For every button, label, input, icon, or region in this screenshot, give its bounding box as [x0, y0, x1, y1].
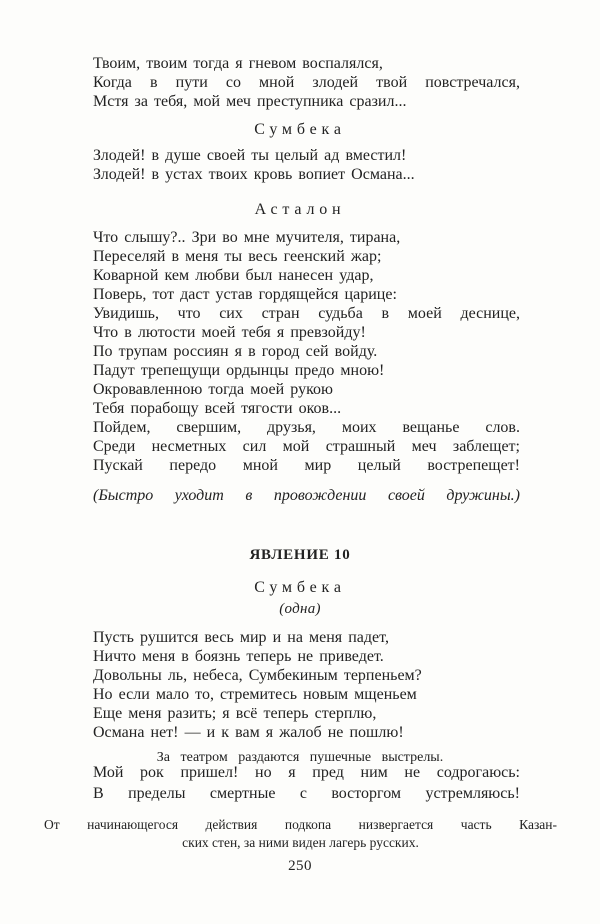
- footnote-line: ских стен, за ними виден лагерь русских.: [182, 835, 419, 850]
- verse-block-5: [93, 762, 520, 804]
- scene-heading: ЯВЛЕНИЕ 10: [249, 547, 351, 563]
- verse-line: Злодей! в устах твоих кровь вопиет Османа...: [93, 166, 415, 183]
- verse-line: Пойдем, свершим, друзья, моих вещанье слов.: [93, 419, 520, 436]
- verse-line: Что в лютости моей тебя я превзойду!: [93, 324, 366, 341]
- verse-line: Тебя порабощу всей тягости оков...: [93, 400, 342, 417]
- verse-line: Мстя за тебя, мой меч преступника сразил...: [93, 93, 407, 110]
- verse-line: Злодей! в душе своей ты целый ад вместил!: [93, 147, 407, 164]
- verse-line: В пределы смертные с восторгом устремляюсь!: [93, 785, 520, 802]
- verse-line: Еще меня разить; я всё теперь стерплю,: [93, 705, 377, 722]
- verse-line: По трупам россиян я в город сей войду.: [93, 343, 378, 360]
- stage-direction-exit: (Быстро уходит в провождении своей дружины.): [93, 487, 520, 504]
- verse-block-4: [93, 628, 520, 742]
- verse-line: Что слышу?.. Зри во мне мучителя, тирана,: [93, 229, 401, 246]
- verse-line: Мой рок пришел! но я пред ним не содрогаюсь:: [93, 764, 520, 781]
- verse-line: Переселяй в меня ты весь геенский жар;: [93, 248, 382, 265]
- verse-line: Ничто меня в боязнь теперь не приведет.: [93, 648, 384, 665]
- verse-line: Когда в пути со мной злодей твой повстречался,: [93, 74, 520, 91]
- verse-line: Пусть рушится весь мир и на меня падет,: [93, 629, 389, 646]
- speaker-heading-sumbeka-2: Сумбека: [254, 579, 346, 596]
- speaker-heading-sumbeka: Сумбека: [254, 121, 346, 138]
- verse-line: Падут трепещущи ордынцы предо мною!: [93, 362, 385, 379]
- stage-direction-alone: (одна): [279, 601, 321, 617]
- stage-direction-shots: За театром раздаются пушечные выстрелы.: [156, 750, 444, 765]
- page-number: 250: [288, 858, 312, 874]
- verse-line: Окровавленною тогда моей рукою: [93, 381, 333, 398]
- verse-line: Довольны ль, небеса, Сумбекиным терпеньем?: [93, 667, 422, 684]
- verse-block-3: [93, 228, 520, 475]
- verse-line: Коварной кем любви был нанесен удар,: [93, 267, 374, 284]
- verse-line: Увидишь, что сих стран судьба в моей деснице,: [93, 305, 520, 322]
- footnote: [44, 816, 557, 852]
- verse-line: Османа нет! — и к вам я жалоб не пошлю!: [93, 724, 404, 741]
- verse-line: Твоим, твоим тогда я гневом воспалялся,: [93, 55, 383, 72]
- verse-block-1: [93, 54, 520, 111]
- speaker-heading-astalon: Асталон: [254, 201, 346, 218]
- verse-line: Поверь, тот даст устав гордящейся царице:: [93, 286, 397, 303]
- footnote-line: От начинающегося действия подкопа низвергается часть Казан-: [44, 817, 557, 832]
- verse-line: Но если мало то, стремитесь новым мщеньем: [93, 686, 417, 703]
- verse-line: Пускай передо мной мир целый вострепещет!: [93, 457, 520, 474]
- verse-block-2: [93, 146, 520, 184]
- verse-line: Среди несметных сил мой страшный меч заблещет;: [93, 438, 520, 455]
